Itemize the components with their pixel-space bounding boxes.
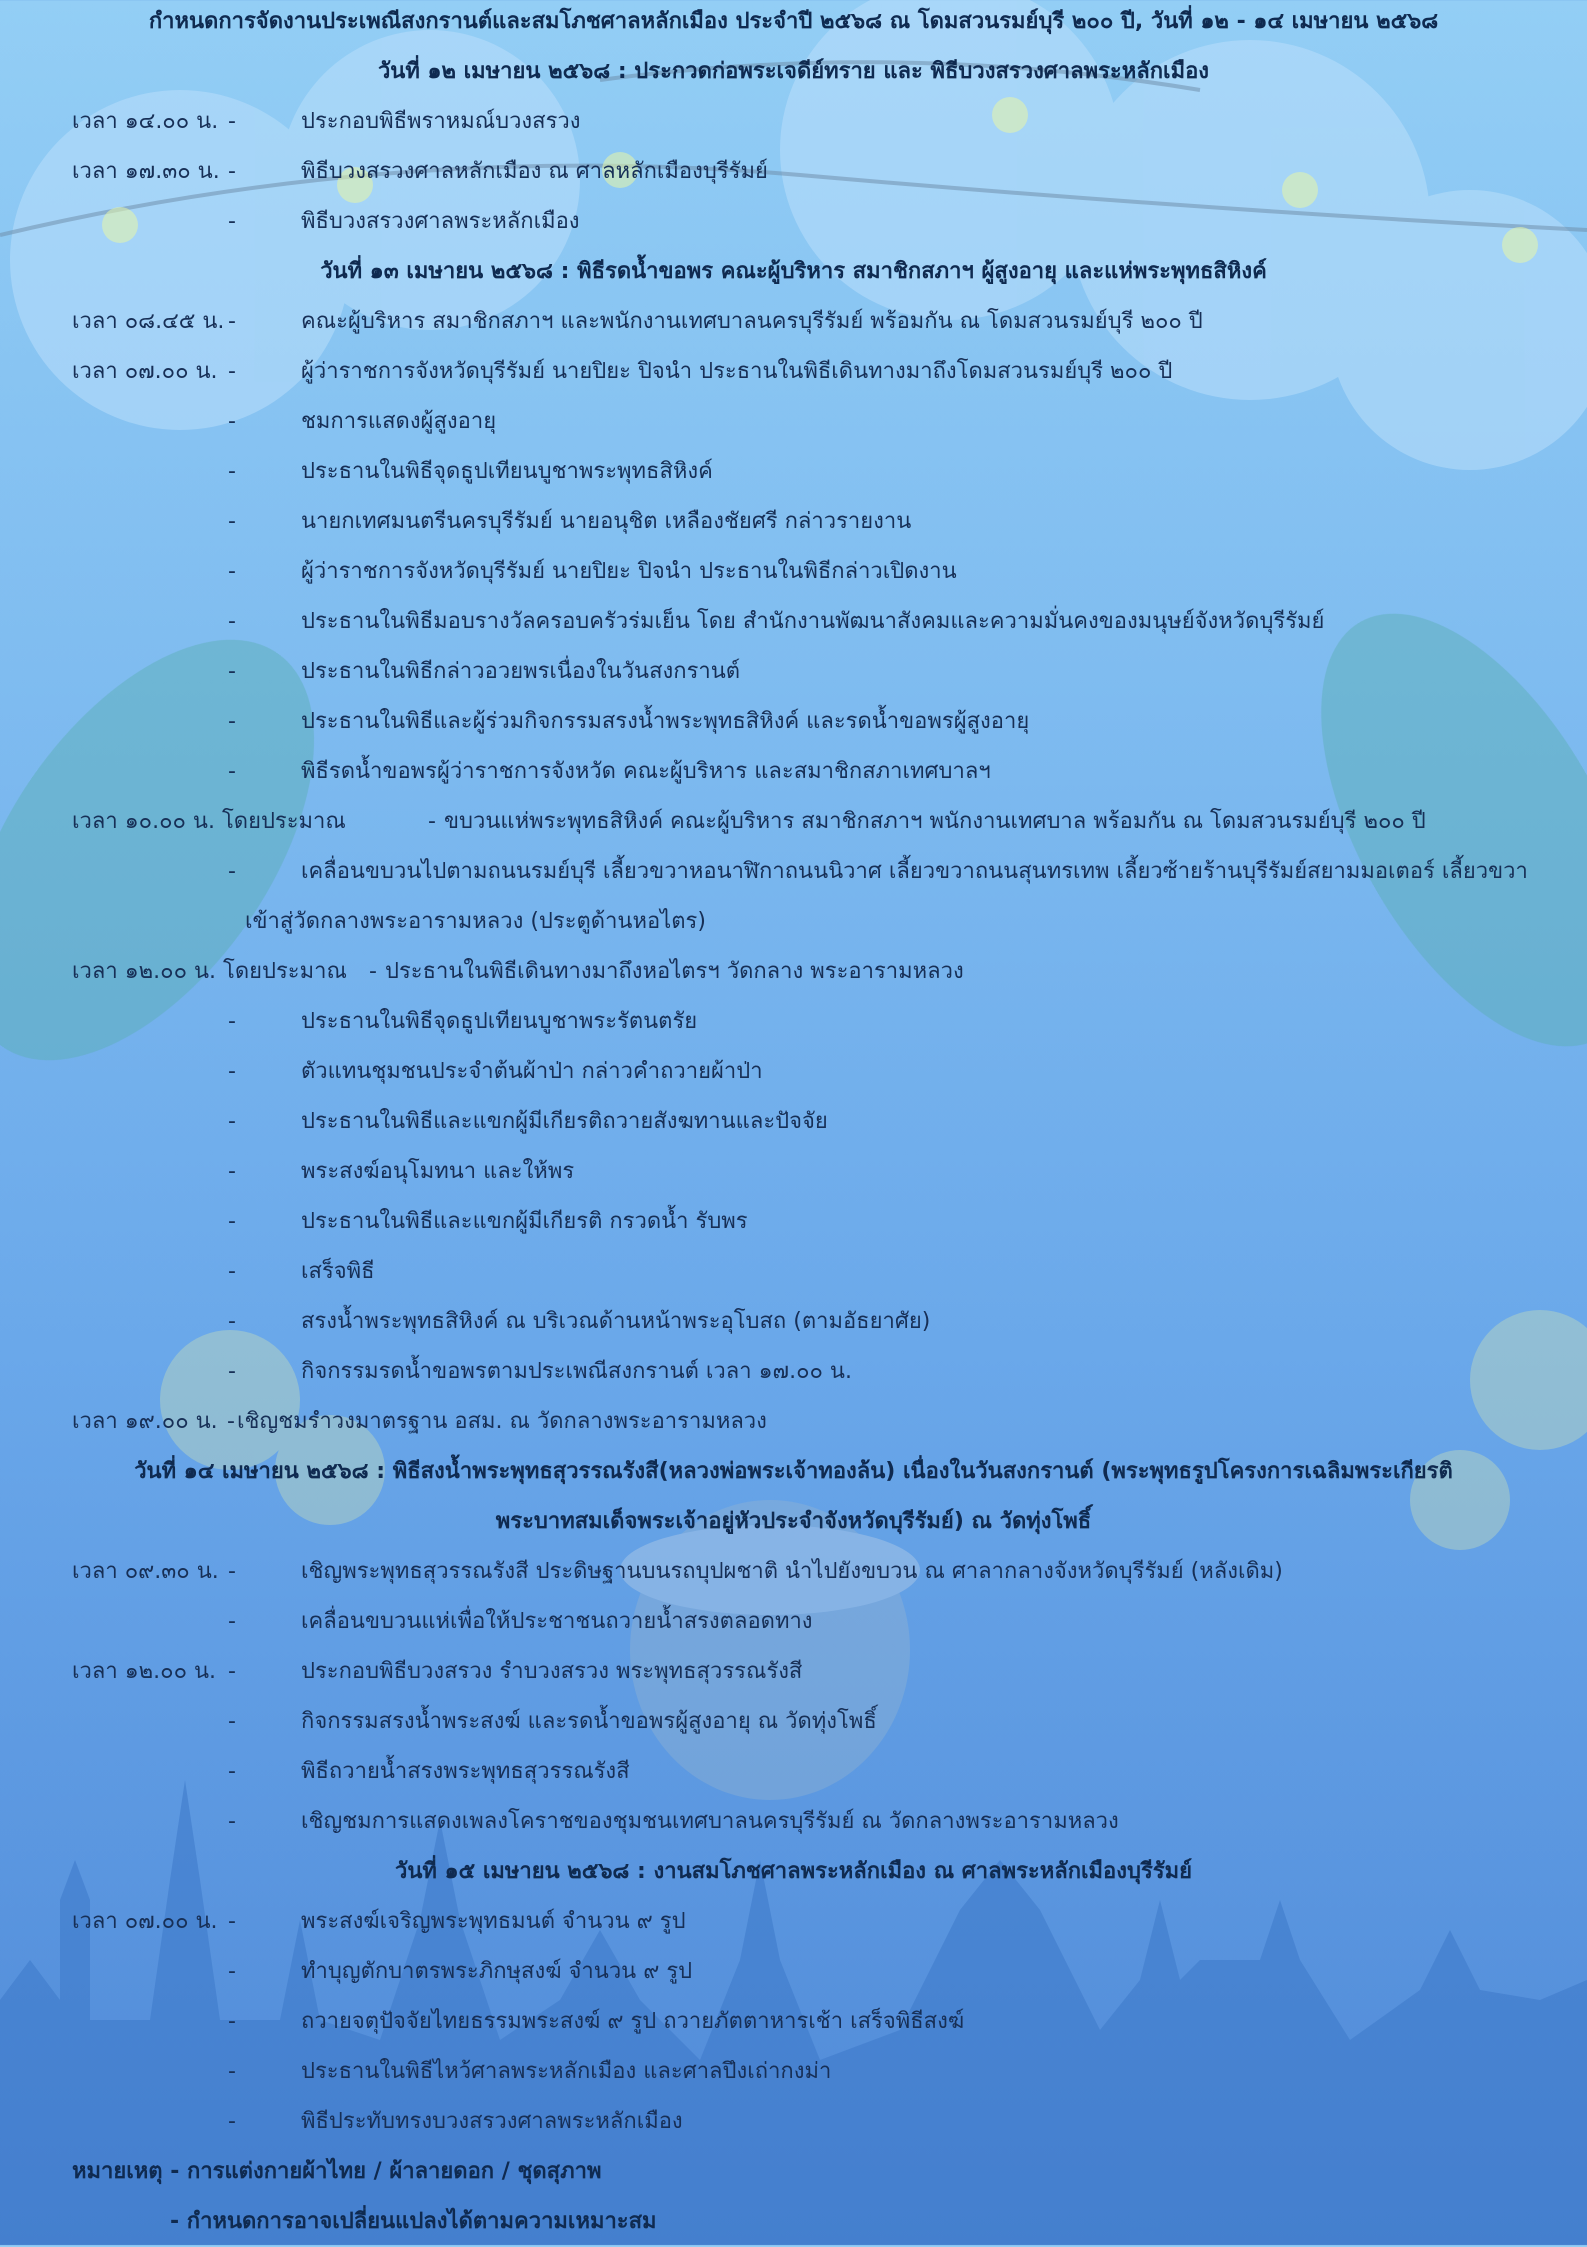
item-time: เวลา ๑๒.๐๐ น. (72, 1659, 217, 1684)
item-text: พิธีถวายน้ำสรงพระพุทธสุวรรณรังสี (301, 1759, 630, 1784)
item-text: ทำบุญตักบาตรพระภิกษุสงฆ์ จำนวน ๙ รูป (301, 1959, 693, 1984)
item-text: สรงน้ำพระพุทธสิหิงค์ ณ บริเวณด้านหน้าพระอุโบสถ (ตามอัธยาศัย) (301, 1309, 931, 1334)
item-text: พิธีบวงสรวงศาลพระหลักเมือง (301, 209, 580, 234)
item-text: ประธานในพิธีจุดธูปเทียนบูชาพระรัตนตรัย (301, 1009, 698, 1034)
item-text: ตัวแทนชุมชนประจำต้นผ้าป่า กล่าวคำถวายผ้าป่า (301, 1059, 763, 1084)
item-text: ประธานในพิธีไหว้ศาลพระหลักเมือง และศาลปึงเถ่ากงม่า (301, 2059, 832, 2084)
item-dash: - (228, 559, 236, 584)
document-title: กำหนดการจัดงานประเพณีสงกรานต์และสมโภชศาลหลักเมือง ประจำปี ๒๕๖๘ ณ โดมสวนรมย์บุรี ๒๐๐ ปี, วันที่ ๑๒ - ๑๔ เมษายน ๒๕๖๘ (148, 9, 1439, 34)
item-dash: - (228, 1309, 236, 1334)
item-text: นายกเทศมนตรีนครบุรีรัมย์ นายอนุชิต เหลืองชัยศรี กล่าวรายงาน (301, 509, 912, 534)
item-dash: - (228, 1009, 236, 1034)
item-time: เวลา ๐๘.๔๕ น. (72, 309, 225, 334)
item-dash: - (228, 2109, 236, 2134)
item-dash: - (228, 459, 236, 484)
item-time: เวลา ๑๗.๓๐ น. (72, 159, 220, 184)
item-dash: - (228, 409, 236, 434)
item-dash: - (228, 1809, 236, 1834)
item-text: ประธานในพิธีมอบรางวัลครอบครัวร่มเย็น โดย สำนักงานพัฒนาสังคมและความมั่นคงของมนุษย์จังหวัดบุรีรัมย์ (301, 609, 1325, 634)
item-dash: - (228, 1609, 236, 1634)
item-text: ผู้ว่าราชการจังหวัดบุรีรัมย์ นายปิยะ ปิจนำ ประธานในพิธีกล่าวเปิดงาน (301, 559, 957, 584)
item-dash: - (228, 1559, 236, 1584)
item-dash: - (228, 1259, 236, 1284)
item-dash: - (227, 1409, 235, 1434)
item-text: พระสงฆ์อนุโมทนา และให้พร (301, 1159, 575, 1184)
item-text: ขบวนแห่พระพุทธสิหิงค์ คณะผู้บริหาร สมาชิกสภาฯ พนักงานเทศบาล พร้อมกัน ณ โดมสวนรมย์บุรี ๒๐๐ ปี (444, 809, 1426, 834)
item-dash: - (228, 1109, 236, 1134)
item-dash: - (369, 959, 377, 984)
day13-heading: วันที่ ๑๓ เมษายน ๒๕๖๘ : พิธีรดน้ำขอพร คณะผู้บริหาร สมาชิกสภาฯ ผู้สูงอายุ และแห่พระพุทธสิหิงค์ (320, 259, 1267, 284)
item-dash: - (228, 159, 236, 184)
item-dash: - (228, 859, 236, 884)
item-text: ประกอบพิธีบวงสรวง รำบวงสรวง พระพุทธสุวรรณรังสี (301, 1659, 803, 1684)
item-text: ประกอบพิธีพราหมณ์บวงสรวง (301, 109, 581, 134)
day14-heading: วันที่ ๑๔ เมษายน ๒๕๖๘ : พิธีสงน้ำพระพุทธสุวรรณรังสี(หลวงพ่อพระเจ้าทองล้น) เนื่องในวันสงกรานต์ (พระพุทธรูปโครงการเฉลิมพระเกียรติ (134, 1459, 1453, 1484)
item-text: พิธีประทับทรงบวงสรวงศาลพระหลักเมือง (301, 2109, 683, 2134)
item-text: เชิญพระพุทธสุวรรณรังสี ประดิษฐานบนรถบุปผชาติ นำไปยังขบวน ณ ศาลากลางจังหวัดบุรีรัมย์ (หลังเดิม) (301, 1559, 1283, 1584)
item-text: กิจกรรมรดน้ำขอพรตามประเพณีสงกรานต์ เวลา ๑๗.๐๐ น. (301, 1359, 852, 1384)
day15-heading: วันที่ ๑๕ เมษายน ๒๕๖๘ : งานสมโภชศาลพระหลักเมือง ณ ศาลพระหลักเมืองบุรีรัมย์ (395, 1859, 1192, 1884)
item-dash: - (228, 1759, 236, 1784)
item-text: ประธานในพิธีกล่าวอวยพรเนื่องในวันสงกรานต์ (301, 659, 741, 684)
item-dash: - (228, 359, 236, 384)
item-dash: - (228, 309, 236, 334)
item-text: พิธีบวงสรวงศาลหลักเมือง ณ ศาลหลักเมืองบุรีรัมย์ (301, 159, 768, 184)
item-dash: - (228, 1159, 236, 1184)
item-text: พิธีรดน้ำขอพรผู้ว่าราชการจังหวัด คณะผู้บริหาร และสมาชิกสภาเทศบาลฯ (301, 759, 991, 784)
item-text: ประธานในพิธีเดินทางมาถึงหอไตรฯ วัดกลาง พระอารามหลวง (385, 959, 964, 984)
item-dash: - (228, 1709, 236, 1734)
item-text: ชมการแสดงผู้สูงอายุ (301, 409, 497, 434)
item-dash: - (428, 809, 436, 834)
item-text: ถวายจตุปัจจัยไทยธรรมพระสงฆ์ ๙ รูป ถวายภัตตาหารเช้า เสร็จพิธีสงฆ์ (301, 2009, 965, 2034)
item-text: ผู้ว่าราชการจังหวัดบุรีรัมย์ นายปิยะ ปิจนำ ประธานในพิธีเดินทางมาถึงโดมสวนรมย์บุรี ๒๐๐ ปี (301, 359, 1173, 384)
item-time: เวลา ๑๔.๐๐ น. (72, 109, 219, 134)
item-text: เสร็จพิธี (301, 1259, 375, 1284)
item-dash: - (228, 1909, 236, 1934)
item-dash: - (228, 509, 236, 534)
item-text: เชิญชมรำวงมาตรฐาน อสม. ณ วัดกลางพระอารามหลวง (237, 1409, 767, 1434)
item-dash: - (228, 1959, 236, 1984)
item-text: ประธานในพิธีและผู้ร่วมกิจกรรมสรงน้ำพระพุทธสิหิงค์ และรดน้ำขอพรผู้สูงอายุ (301, 709, 1030, 734)
item-text: เคลื่อนขบวนไปตามถนนรมย์บุรี เลี้ยวขวาหอนาฬิกาถนนนิวาศ เลี้ยวขวาถนนสุนทรเทพ เลี้ยวซ้ายร้านบุรีรัมย์สยามมอเตอร์ เลี้ยวขวา (301, 859, 1528, 884)
item-time: เวลา ๑๒.๐๐ น. โดยประมาณ (72, 959, 347, 984)
item-text: พระสงฆ์เจริญพระพุทธมนต์ จำนวน ๙ รูป (301, 1909, 686, 1934)
day14-heading-continued: พระบาทสมเด็จพระเจ้าอยู่หัวประจำจังหวัดบุรีรัมย์) ณ วัดทุ่งโพธิ์ (495, 1509, 1092, 1534)
remarks-line: - กำหนดการอาจเปลี่ยนแปลงได้ตามความเหมาะสม (170, 2209, 657, 2234)
item-dash: - (228, 1209, 236, 1234)
item-text: ประธานในพิธีและแขกผู้มีเกียรติถวายสังฆทานและปัจจัย (301, 1109, 828, 1134)
item-time: เวลา ๐๗.๐๐ น. (72, 1909, 218, 1934)
item-text: เชิญชมการแสดงเพลงโคราชของชุมชนเทศบาลนครบุรีรัมย์ ณ วัดกลางพระอารามหลวง (301, 1809, 1119, 1834)
item-text: ประธานในพิธีจุดธูปเทียนบูชาพระพุทธสิหิงค์ (301, 459, 713, 484)
item-dash: - (228, 659, 236, 684)
item-text: ประธานในพิธีและแขกผู้มีเกียรติ กรวดน้ำ รับพร (301, 1209, 748, 1234)
item-text: เคลื่อนขบวนแห่เพื่อให้ประชาชนถวายน้ำสรงตลอดทาง (301, 1609, 813, 1634)
item-time: เวลา ๐๙.๓๐ น. (72, 1559, 219, 1584)
item-dash: - (228, 1659, 236, 1684)
item-dash: - (228, 709, 236, 734)
item-time: เวลา ๑๙.๐๐ น. (72, 1409, 218, 1434)
item-text: กิจกรรมสรงน้ำพระสงฆ์ และรดน้ำขอพรผู้สูงอายุ ณ วัดทุ่งโพธิ์ (301, 1709, 877, 1734)
item-dash: - (228, 209, 236, 234)
remarks-line: หมายเหตุ - การแต่งกายผ้าไทย / ผ้าลายดอก / ชุดสุภาพ (72, 2159, 602, 2184)
item-dash: - (228, 1359, 236, 1384)
item-dash: - (228, 2009, 236, 2034)
item-time: เวลา ๐๗.๐๐ น. (72, 359, 218, 384)
item-text: คณะผู้บริหาร สมาชิกสภาฯ และพนักงานเทศบาลนครบุรีรัมย์ พร้อมกัน ณ โดมสวนรมย์บุรี ๒๐๐ ปี (301, 309, 1203, 334)
item-dash: - (228, 609, 236, 634)
item-dash: - (228, 759, 236, 784)
item-dash: - (228, 109, 236, 134)
day12-heading: วันที่ ๑๒ เมษายน ๒๕๖๘ : ประกวดก่อพระเจดีย์ทราย และ พิธีบวงสรวงศาลพระหลักเมือง (377, 59, 1210, 84)
item-time: เวลา ๑๐.๐๐ น. โดยประมาณ (72, 809, 346, 834)
item-text: เข้าสู่วัดกลางพระอารามหลวง (ประตูด้านหอไตร) (245, 909, 706, 934)
item-dash: - (228, 2059, 236, 2084)
item-dash: - (228, 1059, 236, 1084)
